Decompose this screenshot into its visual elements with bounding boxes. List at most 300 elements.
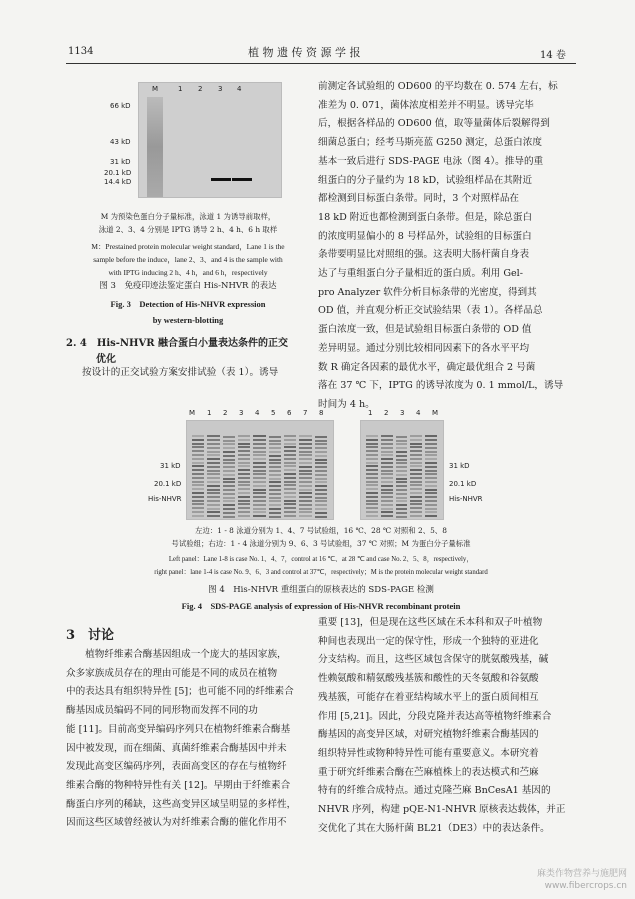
- gel-band: [238, 462, 250, 464]
- gel-band: [425, 481, 437, 483]
- gel-band: [238, 481, 250, 483]
- gel-lane: [315, 433, 327, 513]
- gel-band: [192, 481, 204, 483]
- gel-band: [299, 447, 311, 449]
- gel-lane: [269, 433, 281, 513]
- watermark-url: www.fibercrops.cn: [544, 881, 627, 891]
- fig4-marker-label: His-NHVR: [449, 495, 483, 503]
- text-line: 时间为 4 h。: [318, 398, 375, 410]
- gel-band: [238, 465, 250, 467]
- gel-band: [269, 470, 281, 472]
- gel-band: [284, 473, 296, 475]
- gel-band: [410, 511, 422, 513]
- gel-band: [253, 508, 265, 510]
- gel-band: [269, 443, 281, 445]
- gel-band: [238, 450, 250, 452]
- gel-band: [299, 458, 311, 460]
- gel-band: [253, 477, 265, 479]
- gel-band: [238, 454, 250, 456]
- gel-band: [366, 477, 378, 479]
- gel-band: [284, 496, 296, 498]
- gel-band: [192, 458, 204, 460]
- fig4-caption-line: 号试验组；右边：1 - 4 泳道分别为 9、6、3 号试验组，37 ℃ 对照；M 为蛋白分子量标准: [171, 539, 471, 548]
- text-line: 后，根据各样品的 OD600 值，取等量菌体后裂解得到: [318, 118, 550, 130]
- gel-band: [238, 503, 250, 505]
- gel-band: [223, 440, 235, 442]
- gel-band: [381, 454, 393, 456]
- gel-band: [366, 473, 378, 475]
- gel-band: [238, 484, 250, 486]
- text-line: 发现此高变区编码序列，表面高变区的存在与植物纤: [66, 761, 287, 773]
- gel-band: [396, 459, 408, 461]
- gel-band: [284, 488, 296, 490]
- gel-band: [425, 470, 437, 472]
- discussion-left-column: [66, 646, 310, 833]
- gel-band: [192, 507, 204, 509]
- gel-band: [192, 511, 204, 513]
- section-2-4-heading-cont: 优化: [96, 354, 116, 365]
- lane-label: 1: [207, 409, 212, 417]
- fig3-lane-label: 1: [178, 85, 183, 93]
- gel-band: [207, 515, 219, 517]
- fig3-marker-label: 14.4 kD: [104, 178, 132, 186]
- text-line: 重于研究纤维素合酶在苎麻植株上的表达模式和苎麻: [318, 766, 539, 778]
- lane-label: M: [432, 409, 439, 417]
- gel-band: [396, 489, 408, 491]
- gel-band: [381, 504, 393, 506]
- gel-band: [253, 492, 265, 494]
- fig3-target-band: [211, 178, 231, 181]
- gel-band: [207, 458, 219, 460]
- gel-band: [425, 439, 437, 441]
- text-line: 因而这些区域曾经被认为对纤维素合酶的催化作用不: [66, 817, 287, 829]
- gel-band: [207, 500, 219, 502]
- gel-band: [366, 507, 378, 509]
- gel-band: [238, 439, 250, 441]
- gel-band: [425, 462, 437, 464]
- gel-band: [396, 485, 408, 487]
- gel-band: [366, 511, 378, 513]
- gel-band: [396, 447, 408, 449]
- gel-band: [192, 496, 204, 498]
- gel-band: [425, 500, 437, 502]
- gel-band: [410, 500, 422, 502]
- gel-band: [410, 458, 422, 460]
- gel-band: [315, 497, 327, 499]
- gel-band: [315, 466, 327, 468]
- gel-band: [269, 512, 281, 514]
- gel-band: [381, 451, 393, 453]
- gel-band: [410, 435, 422, 437]
- gel-band: [381, 439, 393, 441]
- gel-band: [410, 492, 422, 494]
- gel-band: [269, 459, 281, 461]
- gel-band: [315, 443, 327, 445]
- gel-band: [284, 435, 296, 437]
- gel-band: [284, 469, 296, 471]
- fig3-marker-label: 43 kD: [110, 138, 131, 146]
- gel-band: [299, 508, 311, 510]
- gel-band: [238, 469, 250, 471]
- gel-band: [238, 507, 250, 509]
- gel-band: [253, 451, 265, 453]
- gel-band: [192, 488, 204, 490]
- gel-band: [207, 473, 219, 475]
- gel-band: [410, 462, 422, 464]
- fig3-caption-line: M 为预染色蛋白分子量标准，泳道 1 为诱导前取样，: [100, 212, 276, 221]
- fig4-marker-label: 31 kD: [449, 462, 470, 470]
- gel-band: [223, 443, 235, 445]
- gel-band: [223, 455, 235, 457]
- gel-band: [396, 451, 408, 453]
- fig3-marker-lane: [147, 97, 163, 197]
- gel-band: [269, 500, 281, 502]
- gel-band: [410, 507, 422, 509]
- text-line: 达了与重组蛋白分子量相近的蛋白质。利用 Gel-: [318, 268, 523, 280]
- gel-band: [269, 447, 281, 449]
- gel-band: [366, 462, 378, 464]
- gel-band: [253, 454, 265, 456]
- gel-band: [284, 477, 296, 479]
- gel-band: [425, 489, 437, 491]
- gel-band: [315, 455, 327, 457]
- gel-band: [284, 500, 296, 502]
- gel-band: [238, 496, 250, 498]
- gel-band: [269, 462, 281, 464]
- gel-band: [223, 497, 235, 499]
- gel-band: [315, 462, 327, 464]
- gel-band: [284, 515, 296, 517]
- gel-band: [381, 500, 393, 502]
- gel-band: [223, 459, 235, 461]
- gel-band: [207, 489, 219, 491]
- gel-band: [238, 488, 250, 490]
- fig3-title-en: by western-blotting: [152, 315, 224, 325]
- gel-lane: [425, 433, 437, 513]
- gel-band: [299, 515, 311, 517]
- gel-band: [315, 447, 327, 449]
- gel-band: [366, 435, 378, 437]
- gel-band: [381, 492, 393, 494]
- gel-band: [396, 443, 408, 445]
- gel-band: [315, 474, 327, 476]
- lane-label: 6: [287, 409, 292, 417]
- fig3-marker-label: 31 kD: [110, 158, 131, 166]
- gel-band: [284, 450, 296, 452]
- gel-band: [410, 454, 422, 456]
- gel-band: [299, 462, 311, 464]
- gel-band: [269, 481, 281, 483]
- gel-band: [284, 458, 296, 460]
- text-line: 维素合酶的物种特异性有关 [12]。早期由于纤维素合: [66, 779, 291, 791]
- gel-band: [315, 500, 327, 502]
- gel-band: [223, 508, 235, 510]
- gel-band: [223, 485, 235, 487]
- gel-band: [253, 481, 265, 483]
- watermark-cn: 麻类作物营养与施肥网: [536, 869, 627, 879]
- text-line: OD 值，并直观分析正交试验结果（表 1）。各样品总: [318, 305, 543, 317]
- gel-band: [253, 458, 265, 460]
- fig3-title-en: Fig. 3 Detection of His-NHVR expression: [110, 299, 266, 309]
- gel-band: [284, 503, 296, 505]
- gel-band: [315, 478, 327, 480]
- gel-band: [425, 496, 437, 498]
- gel-band: [284, 454, 296, 456]
- gel-band: [425, 473, 437, 475]
- gel-lane: [381, 433, 393, 513]
- gel-band: [253, 466, 265, 468]
- text-line: 18 kD 附近也都检测到蛋白条带。但是，除总蛋白: [318, 211, 533, 223]
- gel-band: [366, 503, 378, 505]
- gel-band: [223, 493, 235, 495]
- text-line: 蛋白浓度一致，但是试验组目标蛋白条带的 OD 值: [318, 324, 532, 336]
- lane-label: 4: [416, 409, 421, 417]
- gel-band: [207, 447, 219, 449]
- gel-lane: [284, 433, 296, 513]
- gel-band: [315, 508, 327, 510]
- gel-band: [410, 469, 422, 471]
- gel-band: [238, 511, 250, 513]
- gel-band: [192, 450, 204, 452]
- gel-band: [238, 492, 250, 494]
- gel-band: [366, 454, 378, 456]
- gel-lane: [238, 433, 250, 513]
- gel-band: [223, 481, 235, 483]
- gel-band: [366, 450, 378, 452]
- gel-band: [223, 500, 235, 502]
- gel-band: [425, 443, 437, 445]
- gel-band: [207, 485, 219, 487]
- lane-label: 8: [319, 409, 324, 417]
- gel-band: [425, 515, 437, 517]
- text-line: 基本一致后进行 SDS-PAGE 电泳（图 4）。推导的重: [318, 155, 544, 167]
- fig3-target-band: [232, 178, 252, 181]
- gel-band: [253, 500, 265, 502]
- text-line: 因中被发现，而在细菌、真菌纤维素合酶基因中并未: [66, 742, 287, 754]
- gel-band: [299, 504, 311, 506]
- gel-band: [284, 511, 296, 513]
- lane-label: 3: [239, 409, 244, 417]
- gel-band: [269, 493, 281, 495]
- fig3-marker-label: 20.1 kD: [104, 169, 132, 177]
- gel-band: [284, 439, 296, 441]
- fig3-lane-label: 4: [237, 85, 242, 93]
- gel-band: [396, 455, 408, 457]
- gel-band: [381, 485, 393, 487]
- gel-band: [299, 473, 311, 475]
- gel-band: [315, 485, 327, 487]
- gel-band: [253, 504, 265, 506]
- gel-band: [238, 515, 250, 517]
- gel-band: [366, 500, 378, 502]
- gel-band: [192, 469, 204, 471]
- text-line: 特有的纤维合成特点。通过克隆苎麻 BnCesA1 基因的: [318, 785, 551, 797]
- gel-band: [410, 477, 422, 479]
- text-line: 都检测到目标蛋白条带。同时，3 个对照样品在: [318, 193, 520, 205]
- gel-band: [192, 484, 204, 486]
- results-right-column: [318, 78, 580, 415]
- text-line: 细菌总蛋白；经考马斯亮蓝 G250 测定，总蛋白浓度: [318, 137, 542, 149]
- text-line: pro Analyzer 软件分析目标条带的光密度，得到其: [318, 286, 537, 298]
- text-line: 差异明显。通过分别比较相同因素下的各水平平均: [318, 342, 530, 354]
- gel-lane: [299, 433, 311, 513]
- gel-band: [366, 515, 378, 517]
- gel-band: [207, 492, 219, 494]
- gel-band: [396, 497, 408, 499]
- gel-band: [396, 508, 408, 510]
- gel-band: [207, 508, 219, 510]
- fig3-marker-label: 66 kD: [110, 102, 131, 110]
- gel-band: [425, 435, 437, 437]
- gel-band: [192, 515, 204, 517]
- gel-band: [381, 489, 393, 491]
- gel-band: [410, 446, 422, 448]
- gel-lane: [396, 433, 408, 513]
- gel-band: [410, 484, 422, 486]
- text-line: 交优化了其在大肠杆菌 BL21（DE3）中的表达条件。: [318, 822, 550, 834]
- text-line: 数 R 确定各因素的最优水平，确定最优组合 2 号菌: [318, 361, 536, 373]
- gel-band: [284, 484, 296, 486]
- fig3-western-blot: [138, 82, 282, 198]
- discussion-right-column: [318, 614, 580, 838]
- gel-band: [223, 462, 235, 464]
- gel-band: [299, 439, 311, 441]
- gel-band: [253, 443, 265, 445]
- lane-label: 5: [271, 409, 276, 417]
- gel-band: [207, 511, 219, 513]
- gel-band: [192, 473, 204, 475]
- fig4-marker-label: 20.1 kD: [449, 480, 477, 488]
- gel-band: [223, 489, 235, 491]
- gel-band: [315, 493, 327, 495]
- fig4-caption-en: [66, 553, 576, 579]
- gel-band: [425, 458, 437, 460]
- gel-band: [299, 443, 311, 445]
- gel-band: [410, 503, 422, 505]
- gel-band: [269, 497, 281, 499]
- gel-band: [396, 440, 408, 442]
- fig3-caption-cn: [66, 210, 310, 236]
- gel-band: [410, 488, 422, 490]
- gel-band: [269, 440, 281, 442]
- gel-band: [207, 443, 219, 445]
- gel-lane: [410, 433, 422, 513]
- gel-band: [223, 466, 235, 468]
- gel-band: [299, 477, 311, 479]
- gel-band: [396, 478, 408, 480]
- gel-band: [381, 481, 393, 483]
- gel-band: [315, 470, 327, 472]
- section-3-heading: 3 讨论: [66, 628, 115, 643]
- text-line: 种间也表现出一定的保守性，形成一个独特的亚进化: [318, 635, 539, 647]
- gel-band: [284, 465, 296, 467]
- gel-band: [396, 470, 408, 472]
- gel-band: [192, 492, 204, 494]
- gel-band: [253, 515, 265, 517]
- gel-band: [366, 443, 378, 445]
- gel-band: [253, 489, 265, 491]
- gel-band: [269, 474, 281, 476]
- gel-band: [192, 462, 204, 464]
- gel-band: [269, 504, 281, 506]
- gel-band: [315, 504, 327, 506]
- gel-band: [410, 481, 422, 483]
- fig4-title-cn: 图 4 His-NHVR 重组蛋白的原核表达的 SDS-PAGE 检测: [208, 585, 434, 595]
- gel-band: [238, 477, 250, 479]
- gel-band: [253, 485, 265, 487]
- gel-band: [366, 488, 378, 490]
- fig4-caption-line: Left panel：Lane 1-8 is case No. 1、4、7，control at 16 ℃、at 28 ℃ and case No. 2、5、8，respectively，: [168, 556, 474, 563]
- fig3-caption-line: sample before the induce，lane 2、3、and 4 is the sample with: [93, 255, 283, 264]
- gel-band: [192, 500, 204, 502]
- gel-band: [381, 515, 393, 517]
- gel-band: [381, 462, 393, 464]
- fig4-left-gel: [186, 420, 334, 520]
- text-line: 植物纤维素合酶基因组成一个庞大的基因家族，: [66, 649, 287, 660]
- gel-band: [381, 473, 393, 475]
- gel-band: [381, 508, 393, 510]
- lane-label: 2: [223, 409, 228, 417]
- gel-band: [284, 507, 296, 509]
- gel-band: [299, 489, 311, 491]
- gel-band: [366, 492, 378, 494]
- gel-band: [269, 466, 281, 468]
- gel-band: [192, 477, 204, 479]
- gel-band: [253, 496, 265, 498]
- fig4-caption-line: 左边：1 - 8 泳道分别为 1、4、7 号试验组，16 ℃、28 ℃ 对照和 2、5、8: [195, 526, 447, 535]
- fig4-marker-label: 31 kD: [160, 462, 181, 470]
- fig3-caption-line: M：Prestained protein molecular weight standard，Lane 1 is the: [91, 242, 285, 251]
- gel-band: [381, 443, 393, 445]
- text-line: 残基簇，可能存在着亚结构域水平上的蛋白质间相互: [318, 691, 539, 703]
- gel-band: [253, 473, 265, 475]
- gel-band: [425, 466, 437, 468]
- gel-band: [381, 435, 393, 437]
- gel-band: [396, 474, 408, 476]
- gel-band: [396, 466, 408, 468]
- gel-band: [269, 436, 281, 438]
- gel-band: [299, 470, 311, 472]
- gel-band: [410, 465, 422, 467]
- gel-band: [207, 470, 219, 472]
- gel-band: [223, 516, 235, 518]
- gel-band: [366, 469, 378, 471]
- gel-band: [396, 462, 408, 464]
- gel-band: [315, 436, 327, 438]
- volume-label: 14 卷: [540, 50, 566, 61]
- gel-band: [410, 439, 422, 441]
- gel-band: [299, 451, 311, 453]
- gel-band: [207, 454, 219, 456]
- gel-band: [284, 462, 296, 464]
- gel-band: [425, 492, 437, 494]
- gel-band: [410, 473, 422, 475]
- gel-band: [238, 500, 250, 502]
- gel-band: [284, 492, 296, 494]
- gel-band: [269, 485, 281, 487]
- gel-band: [299, 511, 311, 513]
- gel-band: [381, 511, 393, 513]
- gel-band: [315, 451, 327, 453]
- text-line: 条带要明显比对照组的强。这表明大肠杆菌自身表: [318, 249, 530, 261]
- fig4-caption-line: right panel：lane 1-4 is case No. 9、6、3 and control at 37℃，respectively；M is the protein molecular weight standard: [154, 569, 488, 576]
- fig4-marker-label: His-NHVR: [148, 495, 182, 503]
- gel-lane: [223, 433, 235, 513]
- gel-band: [410, 450, 422, 452]
- journal-title: 植 物 遗 传 资 源 学 报: [248, 46, 361, 59]
- gel-band: [223, 470, 235, 472]
- gel-band: [299, 454, 311, 456]
